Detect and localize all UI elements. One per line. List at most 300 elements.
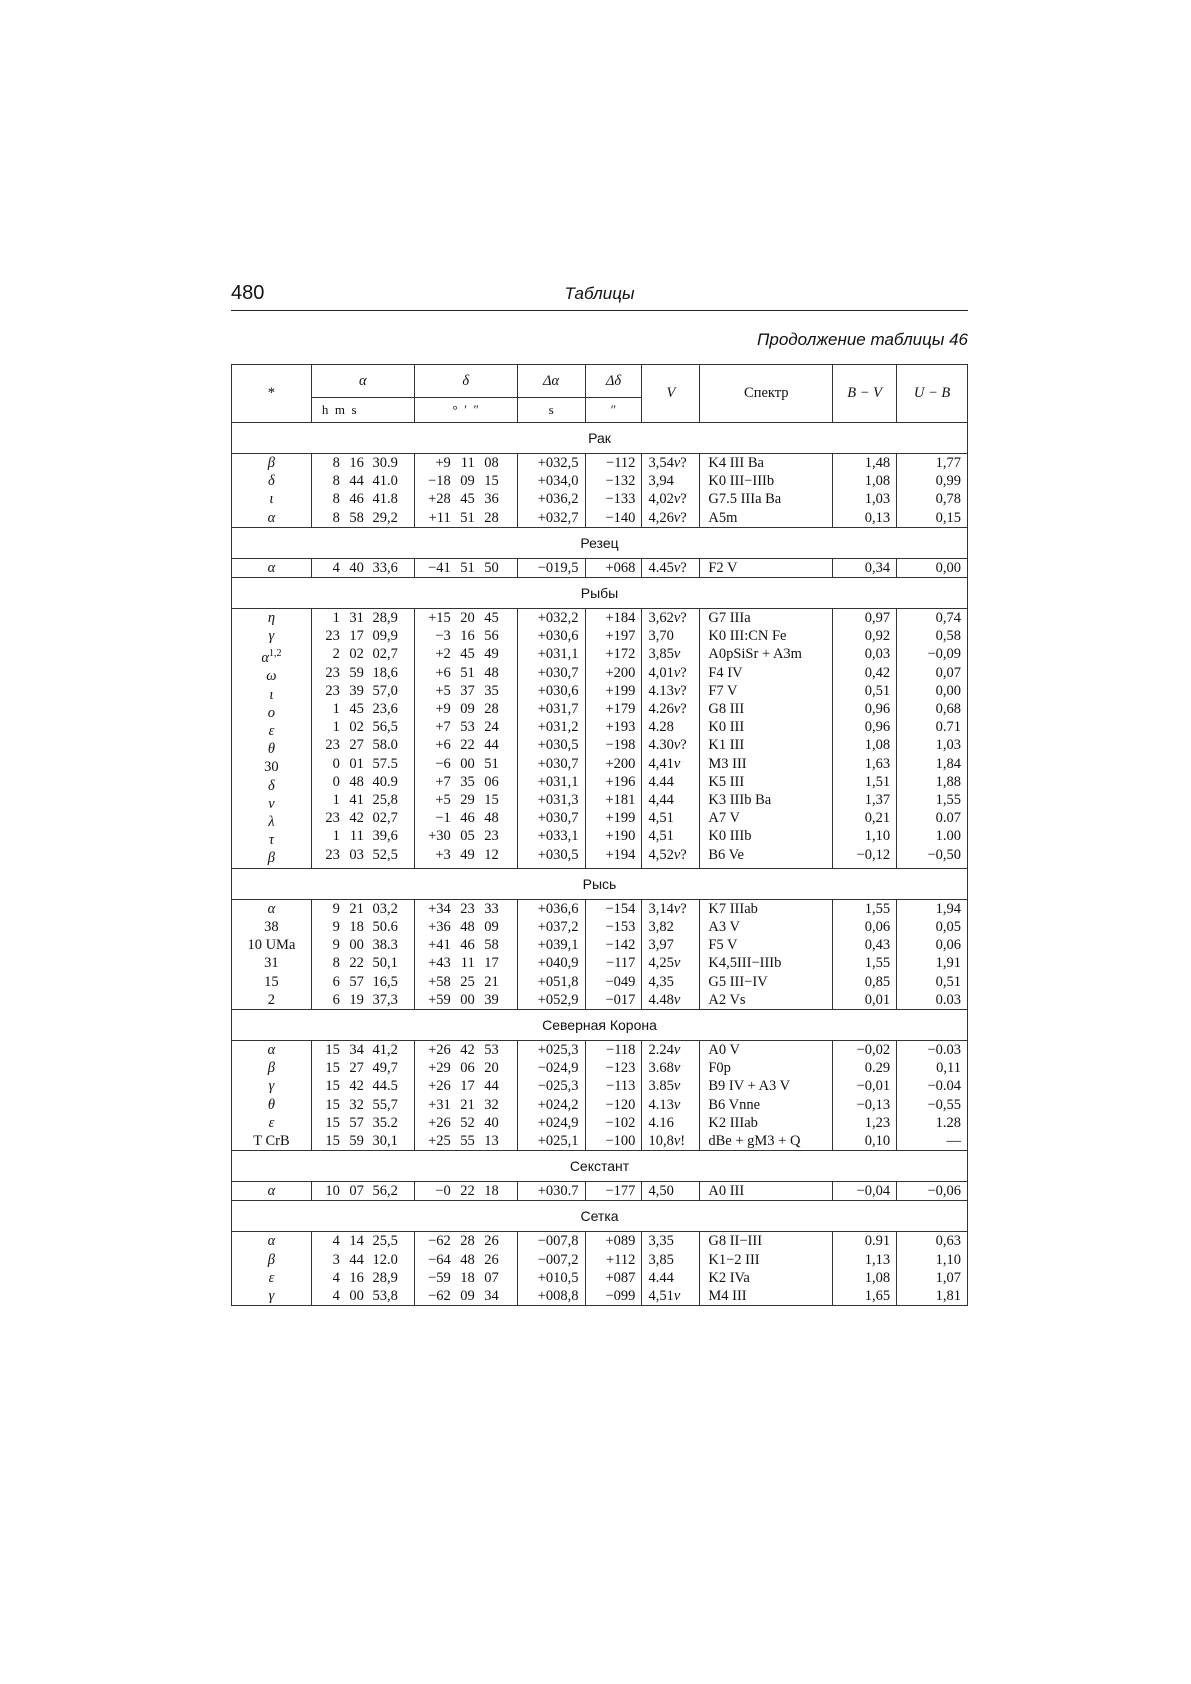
cell-value: α <box>267 559 276 576</box>
cell-value: 30 <box>264 759 279 776</box>
cell-part: 41.0 <box>372 473 398 490</box>
cell-value: β <box>267 850 276 867</box>
cell-value <box>312 682 414 700</box>
col-alpha-label: α <box>358 372 367 389</box>
cell-value <box>415 1232 517 1250</box>
cell-part: 28 <box>484 701 499 718</box>
cell-value: ι <box>269 491 274 508</box>
cell-value: δ <box>268 473 275 490</box>
alpha-cell <box>311 899 414 1009</box>
cell-part: 10 <box>325 1183 340 1200</box>
cell-value: −123 <box>605 1060 636 1077</box>
cell-part: +41 <box>428 937 451 954</box>
cell-part: 15 <box>325 1132 340 1149</box>
cell-part: 35.2 <box>372 1114 398 1131</box>
cell-value <box>415 755 517 773</box>
cell-part: 53,8 <box>372 1287 398 1304</box>
cell-part: 1 <box>332 792 340 809</box>
cell-value: −140 <box>605 509 636 526</box>
cell-value: F7 V <box>708 682 738 699</box>
dalpha-cell <box>517 1182 585 1201</box>
cell-value: +030,5 <box>537 846 579 863</box>
cell-value: 1,81 <box>935 1287 961 1304</box>
cell-part: 30,1 <box>372 1132 398 1149</box>
cell-value: +032,7 <box>537 509 579 526</box>
cell-part: 59 <box>349 1132 364 1149</box>
cell-value: −132 <box>605 473 636 490</box>
cell-value: K5 III <box>708 773 745 790</box>
cell-value: β <box>267 455 276 471</box>
cell-value: +030,6 <box>537 682 579 699</box>
cell-value <box>312 736 414 754</box>
cell-part: 4 <box>332 1287 340 1304</box>
cell-value <box>312 718 414 736</box>
cell-part: +26 <box>428 1041 451 1058</box>
cell-part: 11 <box>349 828 364 845</box>
cell-part: 12 <box>484 846 499 863</box>
variability-mark: v <box>673 682 681 699</box>
cell-value: 0,10 <box>864 1132 891 1149</box>
cell-part: 39,6 <box>372 828 398 845</box>
cell-part: 29,2 <box>372 509 398 526</box>
cell-value <box>415 991 517 1009</box>
cell-value: +040,9 <box>537 955 579 972</box>
cell-part: 00 <box>349 937 364 954</box>
cell-part: 13 <box>484 1132 499 1149</box>
header-row <box>232 365 968 398</box>
cell-value: ι <box>269 686 274 703</box>
cell-value <box>415 827 517 845</box>
cell-value: 0,34 <box>864 559 891 576</box>
delta-cell <box>414 1040 517 1150</box>
cell-part: 15 <box>325 1114 340 1131</box>
cell-value: +030,7 <box>537 664 579 681</box>
cell-part: 56 <box>484 628 499 645</box>
cell-part: 4 <box>332 1233 340 1250</box>
cell-part: 1 <box>332 828 340 845</box>
cell-value: −142 <box>605 937 636 954</box>
table-continuation-caption: Продолжение таблицы 46 <box>757 330 968 349</box>
cell-value: 10,8v! <box>648 1132 686 1149</box>
bv-cell <box>833 454 897 528</box>
col-ddelta-label: Δδ <box>605 372 622 389</box>
alpha-cell <box>311 454 414 528</box>
cell-value: −0,12 <box>856 846 891 863</box>
cell-value: $\alpha^{1,2}$ <box>261 648 282 667</box>
cell-part: 29 <box>460 792 475 809</box>
col-star-label: * <box>267 385 276 402</box>
cell-value: 4.30v? <box>648 737 687 754</box>
cell-value: 4,51 <box>648 810 674 827</box>
cell-part: 33 <box>484 900 499 917</box>
cell-value: +036,6 <box>537 900 579 917</box>
cell-value: α <box>267 1183 276 1200</box>
cell-part: 03 <box>349 846 364 863</box>
cell-part: 23 <box>325 846 340 863</box>
spectrum-cell <box>700 1182 833 1201</box>
cell-part: 8 <box>332 955 340 972</box>
cell-value <box>312 1041 414 1059</box>
v-cell <box>642 1040 700 1150</box>
cell-value <box>312 1269 414 1287</box>
cell-part: 02 <box>349 719 364 736</box>
cell-value: K0 IIIb <box>708 828 752 845</box>
cell-part: 00 <box>460 991 475 1008</box>
ddelta-cell <box>585 454 642 528</box>
cell-part: 9 <box>332 900 340 917</box>
cell-value: 0,68 <box>935 701 961 718</box>
section-title: Северная Корона <box>232 1009 968 1040</box>
ub-cell <box>897 1232 968 1306</box>
cell-value: 0,74 <box>935 610 961 627</box>
cell-part: 44 <box>349 473 364 490</box>
cell-value <box>415 1132 517 1150</box>
cell-part: 49 <box>460 846 475 863</box>
cell-value: 4,25v <box>648 955 681 972</box>
cell-value: −154 <box>605 900 636 917</box>
cell-part: 49,7 <box>372 1060 398 1077</box>
cell-value <box>415 559 517 577</box>
cell-value: −0,01 <box>856 1078 891 1095</box>
cell-value: −113 <box>606 1078 636 1095</box>
cell-part: 33,6 <box>372 559 398 576</box>
cell-value: −198 <box>605 737 636 754</box>
cell-value <box>312 1232 414 1250</box>
cell-part: 8 <box>332 455 340 471</box>
cell-value: B6 Ve <box>708 846 744 863</box>
cell-value: F2 V <box>708 559 738 576</box>
cell-part: 37 <box>460 682 475 699</box>
cell-value: +024,2 <box>537 1096 579 1113</box>
variability-mark: v <box>673 1287 681 1304</box>
bv-cell <box>833 899 897 1009</box>
variability-mark: v <box>673 664 681 681</box>
cell-part: 53 <box>484 1041 499 1058</box>
cell-part: 00 <box>460 755 475 772</box>
cell-part: +59 <box>428 991 451 1008</box>
cell-value: α <box>267 509 276 526</box>
cell-part: +7 <box>435 719 451 736</box>
cell-value <box>415 1114 517 1132</box>
spectrum-cell <box>700 899 833 1009</box>
cell-value <box>312 1096 414 1114</box>
cell-value: 4.16 <box>648 1114 674 1131</box>
cell-value: 2.24v <box>648 1041 681 1058</box>
cell-part: 2 <box>332 646 340 663</box>
star-table <box>231 364 968 1306</box>
cell-value: 4.13v? <box>648 682 687 699</box>
cell-part: 50,1 <box>372 955 398 972</box>
cell-value: 0,42 <box>864 664 891 681</box>
cell-part: 34 <box>349 1041 364 1058</box>
variability-mark: v <box>673 1096 681 1113</box>
cell-value: 4,50 <box>648 1183 674 1200</box>
cell-value: β <box>267 1060 276 1077</box>
cell-value: 4,52v? <box>648 846 687 863</box>
cell-value: −0.04 <box>927 1078 961 1095</box>
cell-part: 16 <box>349 455 364 471</box>
cell-value: 3,97 <box>648 937 674 954</box>
cell-part: 16,5 <box>372 973 398 990</box>
cell-part: 51 <box>460 664 475 681</box>
variability-mark: v <box>673 1132 681 1149</box>
cell-part: +2 <box>435 646 451 663</box>
cell-value: +087 <box>605 1269 636 1286</box>
cell-part: 6 <box>332 973 340 990</box>
cell-value: +199 <box>605 682 636 699</box>
cell-part: 18 <box>484 1183 499 1200</box>
cell-part: 51 <box>484 755 499 772</box>
dalpha-cell <box>517 558 585 577</box>
cell-part: 50.6 <box>372 918 398 935</box>
cell-value: ε <box>268 1114 275 1131</box>
cell-value <box>312 509 414 527</box>
cell-value: A2 Vs <box>708 991 746 1008</box>
cell-value <box>312 627 414 645</box>
star-name-cell <box>232 454 312 528</box>
cell-value: 1,88 <box>935 773 961 790</box>
bv-cell <box>833 1232 897 1306</box>
cell-value: −049 <box>605 973 636 990</box>
cell-part: 08 <box>484 455 499 471</box>
cell-part: 09,9 <box>372 628 398 645</box>
cell-value: θ <box>267 1096 275 1113</box>
cell-value: G8 III <box>708 701 745 718</box>
cell-value: 1,08 <box>864 737 891 754</box>
cell-value: +181 <box>605 792 636 809</box>
cell-part: 06 <box>460 1060 475 1077</box>
cell-value: τ <box>268 832 275 849</box>
section-title: Рак <box>232 423 968 454</box>
cell-value: K2 IVa <box>708 1269 750 1286</box>
section-header-row <box>232 868 968 899</box>
cell-value: +068 <box>605 559 636 576</box>
cell-value: 0,15 <box>935 509 961 526</box>
cell-value: 1,55 <box>935 792 961 809</box>
cell-value <box>312 954 414 972</box>
cell-part: 23 <box>325 628 340 645</box>
star-name-cell <box>232 899 312 1009</box>
cell-part: +11 <box>428 509 451 526</box>
cell-value: +030,6 <box>537 628 579 645</box>
cell-value: 31 <box>264 955 279 972</box>
cell-value <box>312 609 414 627</box>
delta-cell <box>414 1232 517 1306</box>
superscript: 1,2 <box>268 648 282 660</box>
cell-value: 3,85 <box>648 1251 674 1268</box>
v-cell <box>642 899 700 1009</box>
cell-value: +039,1 <box>537 937 579 954</box>
cell-value: 4.44 <box>648 1269 674 1286</box>
cell-part: 34 <box>484 1287 499 1304</box>
cell-value: 1.28 <box>935 1114 961 1131</box>
cell-part: 11 <box>460 955 475 972</box>
cell-value: +037,2 <box>537 918 579 935</box>
cell-value: −099 <box>605 1287 636 1304</box>
cell-part: 38.3 <box>372 937 398 954</box>
cell-value: M3 III <box>708 755 747 772</box>
cell-part: 09 <box>460 473 475 490</box>
cell-value: 1,51 <box>864 773 891 790</box>
star-name-cell <box>232 558 312 577</box>
cell-value <box>415 791 517 809</box>
cell-value: 0,00 <box>935 559 961 576</box>
cell-part: 46 <box>460 937 475 954</box>
section-block <box>232 1040 968 1150</box>
variability-mark: v <box>673 455 681 471</box>
cell-value: 1,10 <box>864 828 891 845</box>
cell-part: 22 <box>349 955 364 972</box>
cell-value: A5m <box>708 509 738 526</box>
cell-value: −025,3 <box>537 1078 579 1095</box>
section-block <box>232 454 968 528</box>
cell-value: 0,51 <box>935 973 961 990</box>
cell-value: 4,51v <box>648 1287 681 1304</box>
cell-value: 0,01 <box>864 991 891 1008</box>
cell-part: 23 <box>460 900 475 917</box>
cell-part: 41.8 <box>372 491 398 508</box>
cell-value <box>415 627 517 645</box>
cell-part: 23,6 <box>372 701 398 718</box>
cell-value: +033,1 <box>537 828 579 845</box>
cell-value: ε <box>268 1269 275 1286</box>
cell-part: 12.0 <box>372 1251 398 1268</box>
cell-part: 6 <box>332 991 340 1008</box>
cell-part: 15 <box>484 473 499 490</box>
section-block <box>232 1182 968 1201</box>
cell-part: 14 <box>349 1233 364 1250</box>
variability-mark: v <box>673 1060 681 1077</box>
cell-part: 48 <box>484 810 499 827</box>
section-block <box>232 558 968 577</box>
cell-part: 49 <box>484 646 499 663</box>
star-name-cell <box>232 1232 312 1306</box>
cell-value: 0,51 <box>864 682 891 699</box>
col-spectrum <box>700 365 833 423</box>
cell-part: 32 <box>349 1096 364 1113</box>
cell-value <box>312 773 414 791</box>
cell-value: K4,5III−IIIb <box>708 955 782 972</box>
delta-cell <box>414 1182 517 1201</box>
section-header-row <box>232 423 968 454</box>
cell-part: 11 <box>460 455 475 471</box>
cell-value: 0,06 <box>864 918 891 935</box>
cell-part: 15 <box>325 1078 340 1095</box>
cell-part: 18 <box>460 1269 475 1286</box>
cell-part: 50 <box>484 559 499 576</box>
cell-value: 0,43 <box>864 937 891 954</box>
cell-part: +15 <box>428 610 451 627</box>
cell-value: ω <box>266 668 277 685</box>
cell-value: B9 IV + A3 V <box>708 1078 791 1095</box>
cell-value: +194 <box>605 846 636 863</box>
cell-value <box>415 918 517 936</box>
section-header-row <box>232 1201 968 1232</box>
cell-part: 57.5 <box>372 755 398 772</box>
cell-part: 17 <box>349 628 364 645</box>
cell-value: +172 <box>605 646 636 663</box>
delta-units: ° ′ ″ <box>414 398 517 423</box>
bv-cell <box>833 1040 897 1150</box>
cell-value: α <box>267 900 276 917</box>
section-title: Резец <box>232 527 968 558</box>
cell-value: +031,2 <box>537 719 579 736</box>
ub-cell <box>897 454 968 528</box>
cell-value: ο <box>267 704 276 721</box>
alpha-cell <box>311 609 414 869</box>
cell-value: A3 V <box>708 918 740 935</box>
cell-value <box>415 454 517 472</box>
cell-part: 45 <box>349 701 364 718</box>
delta-cell <box>414 609 517 869</box>
cell-value: 0.29 <box>864 1060 891 1077</box>
cell-part: 16 <box>460 628 475 645</box>
cell-value: dBe + gM3 + Q <box>708 1132 801 1149</box>
cell-value: A0pSiSr + A3m <box>708 646 802 663</box>
cell-value: 10 UMa <box>247 937 296 954</box>
cell-part: −6 <box>435 755 451 772</box>
cell-value: 0,92 <box>864 628 891 645</box>
cell-part: −41 <box>428 559 451 576</box>
cell-value: 0,11 <box>936 1060 961 1077</box>
cell-value: +031,1 <box>537 773 579 790</box>
cell-value <box>415 1059 517 1077</box>
cell-part: 32 <box>484 1096 499 1113</box>
cell-part: 07 <box>349 1183 364 1200</box>
cell-value <box>312 918 414 936</box>
cell-value: 1,91 <box>935 955 961 972</box>
section-header-row <box>232 1009 968 1040</box>
cell-value <box>312 1251 414 1269</box>
cell-value: 0,58 <box>935 628 961 645</box>
cell-part: 21 <box>460 1096 475 1113</box>
bv-cell <box>833 1182 897 1201</box>
cell-part: +5 <box>435 792 451 809</box>
cell-value: −019,5 <box>537 559 579 576</box>
dalpha-unit: s <box>517 398 585 423</box>
cell-part: 48 <box>484 664 499 681</box>
cell-value: +025,1 <box>537 1132 579 1149</box>
cell-value: η <box>267 610 276 627</box>
cell-value <box>415 718 517 736</box>
cell-value: K1 III <box>708 737 745 754</box>
cell-value: G8 II−III <box>708 1233 763 1250</box>
ddelta-unit: ″ <box>585 398 642 423</box>
cell-part: 21 <box>349 900 364 917</box>
cell-part: 42 <box>349 1078 364 1095</box>
cell-value <box>312 490 414 508</box>
cell-value: −117 <box>606 955 636 972</box>
cell-value <box>312 791 414 809</box>
col-v-label: V <box>666 385 676 402</box>
cell-value: 1,37 <box>864 792 891 809</box>
col-delta-label: δ <box>462 372 470 389</box>
cell-value: 0.71 <box>935 719 961 736</box>
cell-value: 0,97 <box>864 610 891 627</box>
cell-value: 0,03 <box>864 646 891 663</box>
cell-part: 44.5 <box>372 1078 398 1095</box>
cell-value: −0,50 <box>927 846 961 863</box>
star-name-cell <box>232 1040 312 1150</box>
cell-part: +29 <box>428 1060 451 1077</box>
cell-value: 3,54v? <box>648 455 687 471</box>
cell-value: +030.7 <box>537 1183 579 1200</box>
cell-value <box>312 936 414 954</box>
cell-part: 46 <box>460 810 475 827</box>
alpha-cell <box>311 1232 414 1306</box>
variability-mark: v <box>673 491 681 508</box>
cell-part: +25 <box>428 1132 451 1149</box>
